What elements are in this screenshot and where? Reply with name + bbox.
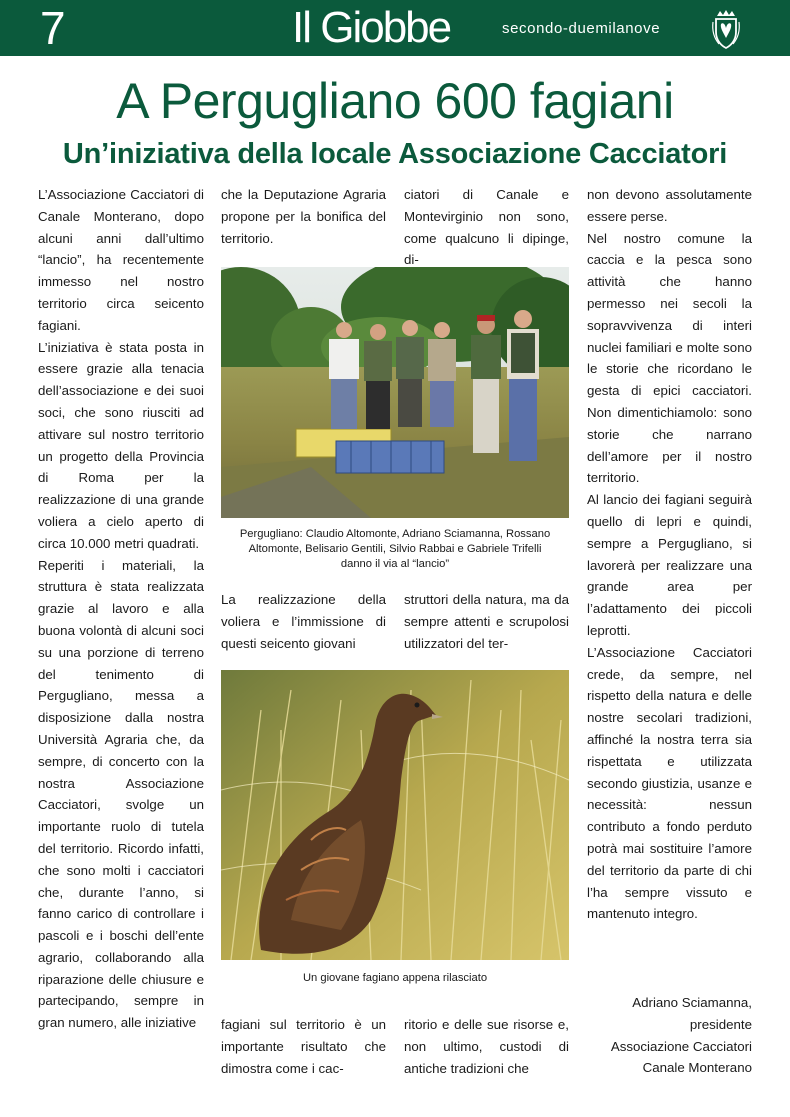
paragraph: Al lancio dei fagiani seguirà quello di lepri e quindi, sempre a Pergugliano, si lavorerà per realizzare una grande area per l’adattamento dei piccoli leprotti. xyxy=(587,492,752,638)
signature-org: Associazione Cacciatori xyxy=(610,1038,752,1054)
pheasant-photo xyxy=(221,670,569,960)
pheasant-photo-caption: Un giovane fagiano appena rilasciato xyxy=(302,972,488,984)
column-4 xyxy=(587,184,752,925)
article-subtitle: Un’iniziativa della locale Associazione Cacciatori xyxy=(62,138,728,170)
column-3-top: ciatori di Canale e Montevirginio non sono, come qualcuno li dipinge, di- xyxy=(404,187,569,268)
group-photo-caption xyxy=(221,527,569,572)
column-3-bottom: ritorio e delle sue risorse e, non ultimo, custodi di antiche tradizioni che xyxy=(404,1017,569,1076)
column-3-middle: struttori della natura, ma da sempre attenti e scrupolosi utilizzatori del ter- xyxy=(404,592,569,651)
signature-name: Adriano Sciamanna, xyxy=(632,995,752,1010)
column-2-middle: La realizzazione della voliera e l’immissione di questi seicento giovani xyxy=(221,592,386,651)
paragraph: non devono assolutamente essere perse. xyxy=(587,187,752,224)
caption-line: Pergugliano: Claudio Altomonte, Adriano Sciamanna, Rossano xyxy=(239,528,551,540)
pheasant-photo-image xyxy=(221,670,569,960)
column-1 xyxy=(38,184,204,1034)
article-title: A Pergugliano 600 fagiani xyxy=(116,73,674,129)
header-bar xyxy=(0,0,790,56)
group-photo-image xyxy=(221,267,569,518)
paragraph: L’iniziativa è stata posta in essere grazie alla tenacia dell’associazione e dei suoi soci, che sono riusciti ad attivare sul nostro territorio un progetto della Provincia di Roma per la realizzazione di una grande voliera a cielo aperto di circa 10.000 metri quadrati. xyxy=(38,339,204,551)
masthead: Il Giobbe xyxy=(292,3,451,52)
signature-place: Canale Monterano xyxy=(642,1060,752,1076)
issue-label: secondo-duemilanove xyxy=(502,20,661,37)
caption-line: danno il via al “lancio” xyxy=(340,558,450,570)
crest-icon xyxy=(710,8,742,50)
column-2-top: che la Deputazione Agraria propone per la bonifica del territorio. xyxy=(221,187,386,246)
paragraph: L’Associazione Cacciatori crede, da sempre, nel rispetto della natura e delle nostre secolari tradizioni, affinché la nostra terra sia rispettata e utilizzata secondo giustizia, usanze e necessità: nessun contributo a fondo perduto potrà mai sostituire l’amore del territorio da parte di chi l’ha sempre vissuto e mantenuto integro. xyxy=(587,644,752,922)
paragraph: Nel nostro comune la caccia e la pesca sono attività che hanno permesso nei secoli la sopravvivenza di interi nuclei familiari e molte sono le storie che ricordano le gesta di epici cacciatori. Non dimentichiamolo: sono storie che narrano dell’amore per il nostro territorio. xyxy=(587,230,752,486)
paragraph: Reperiti i materiali, la struttura è stata realizzata grazie al lavoro e alla buona volontà di alcuni soci su una porzione di terreno del tenimento di Pergugliano, messa a disposizione dalla nostra Università Agraria che, da sempre, di concerto con la nostra Associazione Cacciatori, svolge un importante ruolo di tutela del territorio. Ricordo infatti, che sono molti i cacciatori che, durante l’anno, si fanno carico di controllare i pascoli e i boschi dell’ente agrario, collaborando alla riparazione delle chiusure e partecipando, sempre in gran numero, alle iniziative xyxy=(38,557,204,1031)
group-photo xyxy=(221,267,569,518)
signature-block xyxy=(570,992,752,1079)
signature-role: presidente xyxy=(689,1016,752,1032)
column-2-bottom: fagiani sul territorio è un importante risultato che dimostra come i cac- xyxy=(221,1017,386,1076)
paragraph: L’Associazione Cacciatori di Canale Monterano, dopo alcuni anni dall’ultimo “lancio”, ha recentemente immesso nel nostro territorio circa seicento fagiani. xyxy=(38,187,204,333)
caption-line: Altomonte, Belisario Gentili, Silvio Rabbai e Gabriele Trifelli xyxy=(248,543,542,555)
page-number: 7 xyxy=(40,2,65,54)
